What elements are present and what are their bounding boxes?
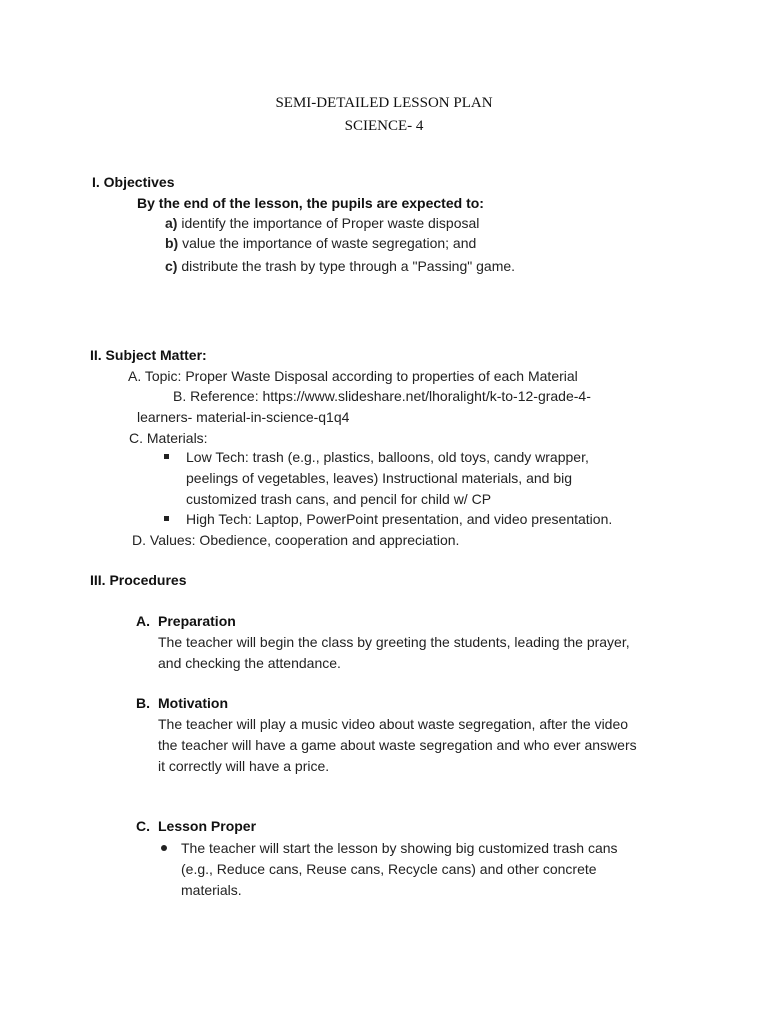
objective-item-c (165, 258, 515, 274)
round-bullet-icon (161, 845, 167, 851)
square-bullet-icon (164, 454, 169, 459)
subject-reference-line1: B. Reference: https://www.slideshare.net/lhoralight/k-to-12-grade-4- (173, 388, 591, 404)
procedures-heading: III. Procedures (90, 572, 187, 588)
lesson-proper-marker: C. (136, 818, 150, 834)
motivation-marker: B. (136, 695, 150, 711)
low-tech-line3: customized trash cans, and pencil for child w/ CP (186, 491, 492, 507)
motivation-heading: Motivation (158, 695, 228, 711)
preparation-line2: and checking the attendance. (158, 655, 341, 671)
document-subtitle: SCIENCE- 4 (344, 118, 424, 134)
subject-materials-label: C. Materials: (129, 430, 208, 446)
document-title: SEMI-DETAILED LESSON PLAN (275, 95, 493, 111)
lesson-proper-line1: The teacher will start the lesson by showing big customized trash cans (181, 840, 618, 856)
square-bullet-icon (164, 516, 169, 521)
lesson-proper-line3: materials. (181, 882, 242, 898)
motivation-line3: it correctly will have a price. (158, 758, 330, 774)
high-tech-line: High Tech: Laptop, PowerPoint presentation, and video presentation. (186, 511, 613, 527)
preparation-heading: Preparation (158, 613, 236, 629)
objective-text: distribute the trash by type through a "Passing" game. (181, 258, 516, 274)
objective-marker: c) (165, 258, 178, 274)
objectives-heading: I. Objectives (92, 174, 175, 190)
objective-text: value the importance of waste segregation; and (182, 235, 477, 251)
lesson-proper-line2: (e.g., Reduce cans, Reuse cans, Recycle cans) and other concrete (181, 861, 597, 877)
subject-matter-heading: II. Subject Matter: (90, 347, 207, 363)
objective-item-b (165, 235, 476, 251)
motivation-line2: the teacher will have a game about waste segregation and who ever answers (158, 737, 637, 753)
objectives-intro: By the end of the lesson, the pupils are expected to: (137, 195, 484, 211)
objective-text: identify the importance of Proper waste disposal (181, 215, 480, 231)
preparation-marker: A. (136, 613, 150, 629)
motivation-line1: The teacher will play a music video about waste segregation, after the video (158, 716, 629, 732)
objective-marker: a) (165, 215, 178, 231)
subject-topic: A. Topic: Proper Waste Disposal according to properties of each Material (128, 368, 578, 384)
subject-reference-line2: learners- material-in-science-q1q4 (137, 409, 350, 425)
objective-marker: b) (165, 235, 179, 251)
lesson-proper-heading: Lesson Proper (158, 818, 257, 834)
subject-values: D. Values: Obedience, cooperation and appreciation. (132, 532, 460, 548)
preparation-line1: The teacher will begin the class by greeting the students, leading the prayer, (158, 634, 630, 650)
objective-item-a (165, 215, 479, 231)
low-tech-line2: peelings of vegetables, leaves) Instructional materials, and big (186, 470, 572, 486)
low-tech-line1: Low Tech: trash (e.g., plastics, balloons, old toys, candy wrapper, (186, 449, 589, 465)
